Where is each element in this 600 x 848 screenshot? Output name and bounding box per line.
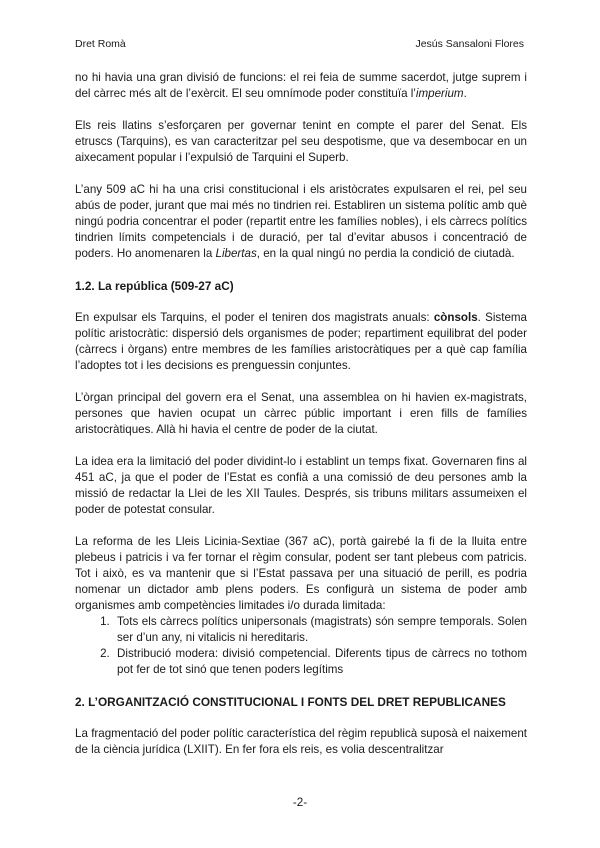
page-number: -2- — [292, 796, 308, 809]
paragraph-constitutional-crisis: L’any 509 aC hi ha una crisi constitucional i els aristòcrates expulsaren el rei, pel seu abús de poder, jurant que mai més no tindrien rei. Establiren un sistema polític amb què ningú podria concentrar el poder (repartit entre les famílies nobles), i els càrrecs polítics tindrien límits competencials i de duració, per tal d’evitar abusos i concentració de poders. Ho anomenaren la Libertas, en la qual ningú no perdia la condició de ciutadà. — [75, 183, 527, 260]
section-heading-constitutional-organization: 2. L’ORGANITZACIÓ CONSTITUCIONAL I FONTS DEL DRET REPUBLICANES — [75, 695, 506, 709]
numbered-list — [75, 614, 527, 678]
paragraph-latin-kings: Els reis llatins s’esforçaren per governar tenint en compte el parer del Senat. Els etruscs (Tarquins), es van caracteritzar pel seu despotisme, que va desembocar en un aixecament popular i l’expulsió de Tarquini el Superb. — [75, 119, 527, 164]
term-libertas: Libertas — [215, 247, 257, 260]
paragraph-power-limitation: La idea era la limitació del poder dividint-lo i establint un temps fixat. Governaren fins al 451 aC, ja que el poder de l’Estat es confià a una comissió de deu persones amb la missió de redactar la Llei de les XII Taules. Després, sis tribuns militars assumeixen el poder de potestat consular. — [75, 455, 527, 516]
term-consols: cònsols — [433, 311, 478, 324]
section-heading-republic: 1.2. La república (509-27 aC) — [75, 279, 234, 293]
page-content — [75, 70, 527, 774]
paragraph-consuls: En expulsar els Tarquins, el poder el teniren dos magistrats anuals: cònsols. Sistema polític aristocràtic: dispersió dels organismes de poder; repartiment equilibrat del poder (càrrecs i òrgans) entre membres de les famílies aristocràtiques per a què cap família l’adoptes tot i les decisions es prenguessin conjuntes. — [75, 311, 527, 372]
paragraph-licinian-reform: La reforma de les Lleis Licinia-Sextiae (367 aC), portà gairebé la fi de la lluita entre plebeus i patricis i va fer tornar el règim consular, podent ser tant plebeus com patricis. Tot i això, es va mantenir que si l’Estat passava per una situació de perill, es podria nomenar un dictador amb plens poders. Es configurà un sistema de poder amb organismes amb competències limitades i/o durada limitada: — [75, 535, 527, 612]
header-course-title: Dret Romà — [75, 38, 126, 50]
list-item: 2. Distribució modera: divisió competencial. Diferents tipus de càrrecs no tothom pot fer de tot sinó que tenen poders legítims — [113, 646, 527, 678]
paragraph-senate: L’òrgan principal del govern era el Senat, una assemblea on hi havien ex-magistrats, persones que havien ocupat un càrrec públic important i eren fills de famílies aristocràtiques. Allà hi havia el centre de poder de la ciutat. — [75, 391, 527, 436]
list-item: 1. Tots els càrrecs polítics unipersonals (magistrats) són sempre temporals. Solen ser d’un any, ni vitalicis ni hereditaris. — [113, 614, 527, 646]
header-author: Jesús Sansaloni Flores — [415, 38, 524, 50]
page-header — [75, 38, 524, 50]
term-imperium: imperium — [415, 87, 464, 100]
paragraph-fragmentation: La fragmentació del poder polític característica del règim republicà suposà el naixement de la ciència jurídica (LXIIT). En fer fora els reis, es volia descentralitzar — [75, 727, 527, 756]
paragraph-monarchy-power: no hi havia una gran divisió de funcions: el rei feia de summe sacerdot, jutge suprem i del càrrec més alt de l’exèrcit. El seu omnímode poder constituïa l’imperium. — [75, 71, 527, 100]
